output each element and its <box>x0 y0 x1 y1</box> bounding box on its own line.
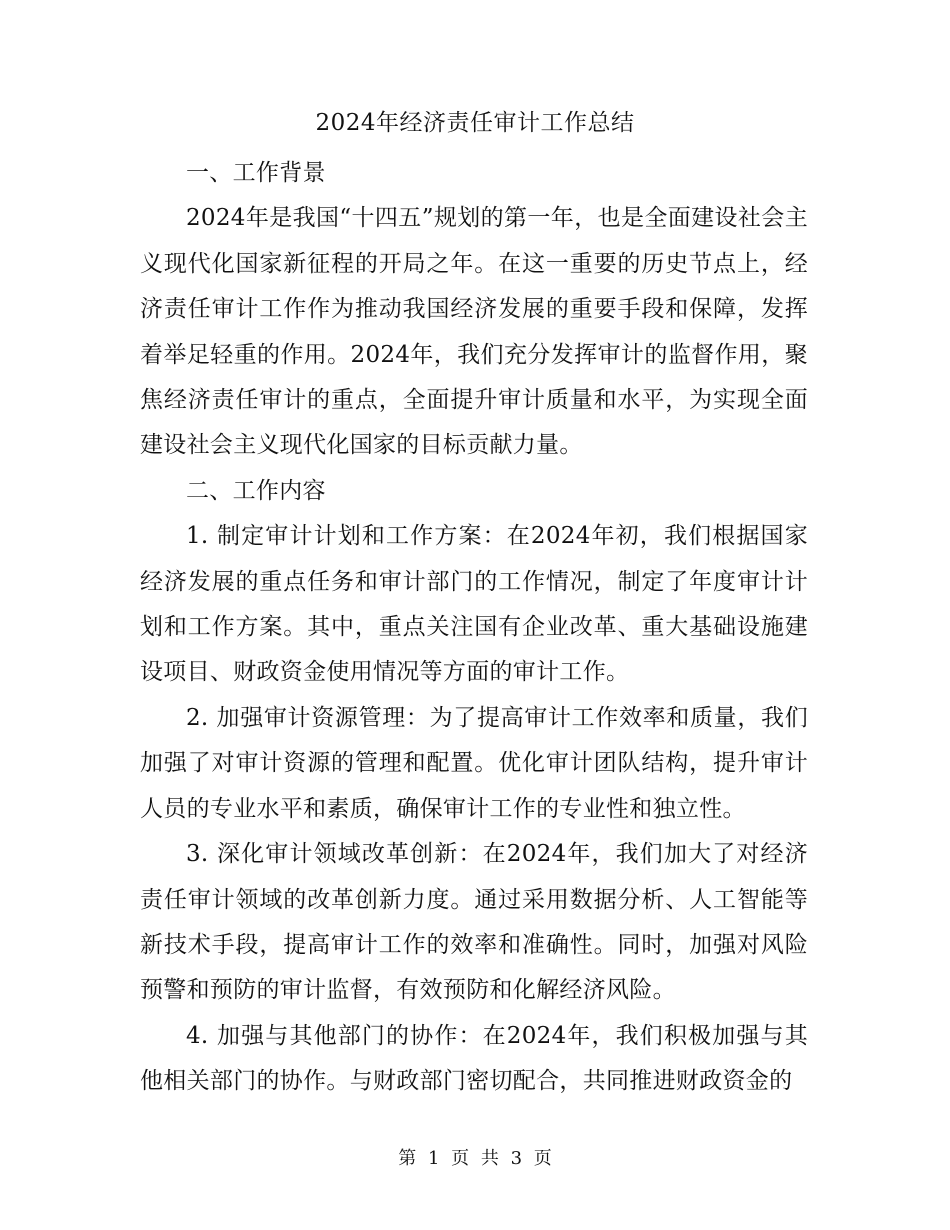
page-number-footer: 第 1 页 共 3 页 <box>398 1148 552 1169</box>
document-body <box>140 151 808 1105</box>
paragraph-item-3: 3. 深化审计领域改革创新：在2024年，我们加大了对经济责任审计领域的改革创新力度。通过采用数据分析、人工智能等新技术手段，提高审计工作的效率和准确性。同时，加强对风险预警和预防的审计监督，有效预防和化解经济风险。 <box>140 841 808 1004</box>
section-heading-content: 二、工作内容 <box>186 477 326 504</box>
paragraph-item-4: 4. 加强与其他部门的协作：在2024年，我们积极加强与其他相关部门的协作。与财政部门密切配合，共同推进财政资金的 <box>140 1022 808 1095</box>
document-title: 2024年经济责任审计工作总结 <box>315 110 635 136</box>
paragraph-item-2: 2. 加强审计资源管理：为了提高审计工作效率和质量，我们加强了对审计资源的管理和配置。优化审计团队结构，提升审计人员的专业水平和素质，确保审计工作的专业性和独立性。 <box>140 704 808 822</box>
paragraph-item-1: 1. 制定审计计划和工作方案：在2024年初，我们根据国家经济发展的重点任务和审计部门的工作情况，制定了年度审计计划和工作方案。其中，重点关注国有企业改革、重大基础设施建设项目、财政资金使用情况等方面的审计工作。 <box>140 523 808 686</box>
section-heading-background: 一、工作背景 <box>186 160 326 186</box>
paragraph-background: 2024年是我国“十四五”规划的第一年，也是全面建设社会主义现代化国家新征程的开局之年。在这一重要的历史节点上，经济责任审计工作作为推动我国经济发展的重要手段和保障，发挥着举足轻重的作用。2024年，我们充分发挥审计的监督作用，聚焦经济责任审计的重点，全面提升审计质量和水平，为实现全面建设社会主义现代化国家的目标贡献力量。 <box>140 205 808 459</box>
